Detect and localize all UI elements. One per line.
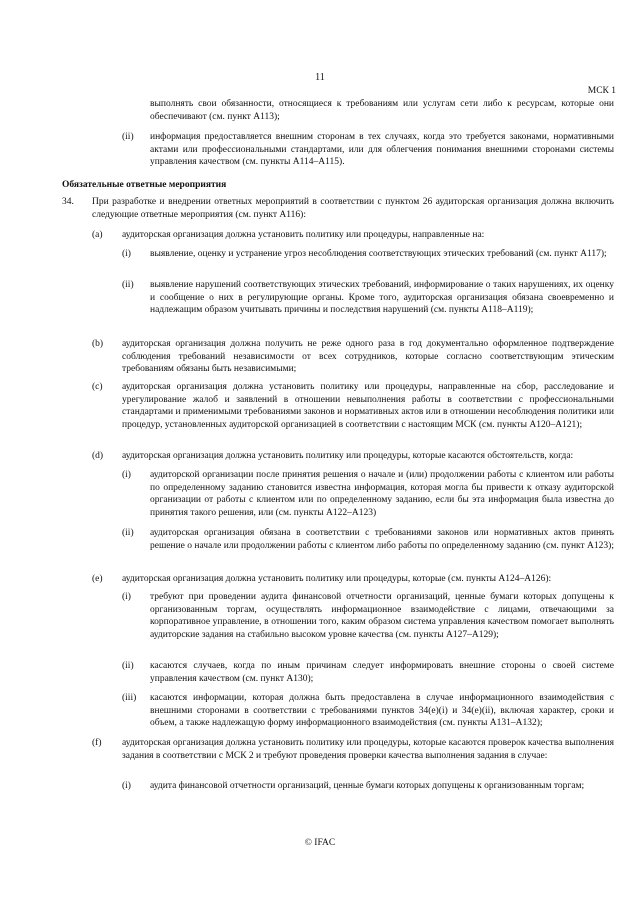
- item-b-text: аудиторская организация должна получить не реже одного раза в год документально оформленное подтверждение соблюдения требований независимости от всех сотрудников, которые согласно соответствующим этическим требованиям обязаны быть независимыми;: [122, 339, 614, 374]
- item-a-ii-text: выявление нарушений соответствующих этических требований, информирование о таких нарушениях, их оценку и сообщение о них в регулирующие органы. Кроме того, аудиторская организация обязана своевременно и надлежащим образом учитывать причины и последствия нарушений (см. пункты A118–A119);: [150, 280, 614, 315]
- item-c-text: аудиторская организация должна установить политику или процедуры, направленные на сбор, расследование и урегулирование жалоб и заявлений в отношении невыполнения работы в соответствии с профессиональными стандартами и применимыми требованиями законов и нормативных актов или в отношении несоблюдения политики или процедур, установленных аудиторской организацией в соответствии с настоящим МСК (см. пункты A120–A121);: [122, 382, 614, 430]
- subitem-marker: (iii): [122, 693, 137, 703]
- item-f-text: аудиторская организация должна установить политику или процедуры, которые касаются проверок качества выполнения задания в соответствии с МСК 2 и требуют проведения проверки качества выполнения задания в случае:: [122, 738, 614, 761]
- item-a-i-text: выявление, оценку и устранение угроз несоблюдения соответствующих этических требований (см. пункт A117);: [150, 249, 607, 259]
- subitem-marker: (i): [122, 470, 131, 480]
- subitem-marker: (i): [122, 249, 131, 259]
- item-e-text: аудиторская организация должна установить политику или процедуры, которые (см. пункты A124–A126):: [122, 574, 552, 584]
- subitem-marker: (i): [122, 592, 131, 602]
- paragraph-number: 34.: [62, 197, 74, 207]
- subitem-marker: (ii): [122, 661, 134, 671]
- subitem-marker: (ii): [122, 280, 134, 290]
- item-f-i-text: аудита финансовой отчетности организаций, ценные бумаги которых допущены к организованным торгам;: [150, 781, 585, 791]
- subitem-marker: (i): [122, 781, 131, 791]
- item-marker: (e): [92, 574, 103, 584]
- item-a-text: аудиторская организация должна установить политику или процедуры, направленные на:: [122, 230, 485, 240]
- standard-code: МСК 1: [587, 86, 616, 96]
- item-ii-top-text: информация предоставляется внешним сторонам в тех случаях, когда это требуется законами, нормативными актами или профессиональными стандартами, или для облегчения понимания внешними сторонами системы управления качеством (см. пункты A114–A115).: [150, 132, 614, 167]
- continuation-text: выполнять свои обязанности, относящиеся к требованиям или услугам сети либо к ресурсам, которые они обеспечивают (см. пункт A113);: [150, 99, 614, 122]
- item-d-i-text: аудиторской организации после принятия решения о начале и (или) продолжении работы с клиентом или работы по определенному заданию становится известна информация, которая могла бы привести к отказу аудиторской организации от работы с клиентом или по определенному заданию, если бы эта информация была известна до принятия такого решения, или (см. пункты A122–A123): [150, 470, 614, 518]
- item-marker: (f): [92, 738, 102, 748]
- item-marker: (c): [92, 382, 103, 392]
- subitem-marker: (ii): [122, 528, 134, 538]
- section-heading: Обязательные ответные мероприятия: [62, 180, 227, 190]
- item-e-ii-text: касаются случаев, когда по иным причинам следует информировать внешние стороны о своей системе управления качеством (см. пункт A130);: [150, 661, 614, 684]
- item-marker: (a): [92, 230, 103, 240]
- item-marker: (b): [92, 339, 104, 349]
- item-e-i-text: требуют при проведении аудита финансовой отчетности организаций, ценные бумаги которых допущены к организованным торгам, осуществлять информационное взаимодействие с лицами, отвечающими за корпоративное управление, в отношении того, каким образом система управления качеством помогает выполнять аудиторские задания на стабильно высоком уровне качества (см. пункты A127–A129);: [150, 592, 614, 640]
- item-d-ii-text: аудиторская организация обязана в соответствии с требованиями законов или нормативных актов принять решение о начале или продолжении работы с клиентом либо работы по определенному заданию (см. пункт A123);: [150, 528, 614, 551]
- item-d-text: аудиторская организация должна установить политику или процедуры, которые касаются обстоятельств, когда:: [122, 451, 574, 461]
- item-marker: (ii): [122, 132, 134, 142]
- paragraph-34-text: При разработке и внедрении ответных мероприятий в соответствии с пунктом 26 аудиторская организация должна включить следующие ответные мероприятия (см. пункт A116):: [92, 197, 614, 220]
- item-marker: (d): [92, 451, 104, 461]
- footer-copyright: © IFAC: [304, 838, 336, 848]
- page-number: 11: [315, 72, 325, 83]
- item-e-iii-text: касаются информации, которая должна быть предоставлена в случае информационного взаимодействия с внешними сторонами в соответствии с требованиями пунктов 34(e)(i) и 34(e)(ii), включая характер, сроки и объем, а также надлежащую форму информационного взаимодействия (см. пункты A131–A132);: [150, 693, 614, 728]
